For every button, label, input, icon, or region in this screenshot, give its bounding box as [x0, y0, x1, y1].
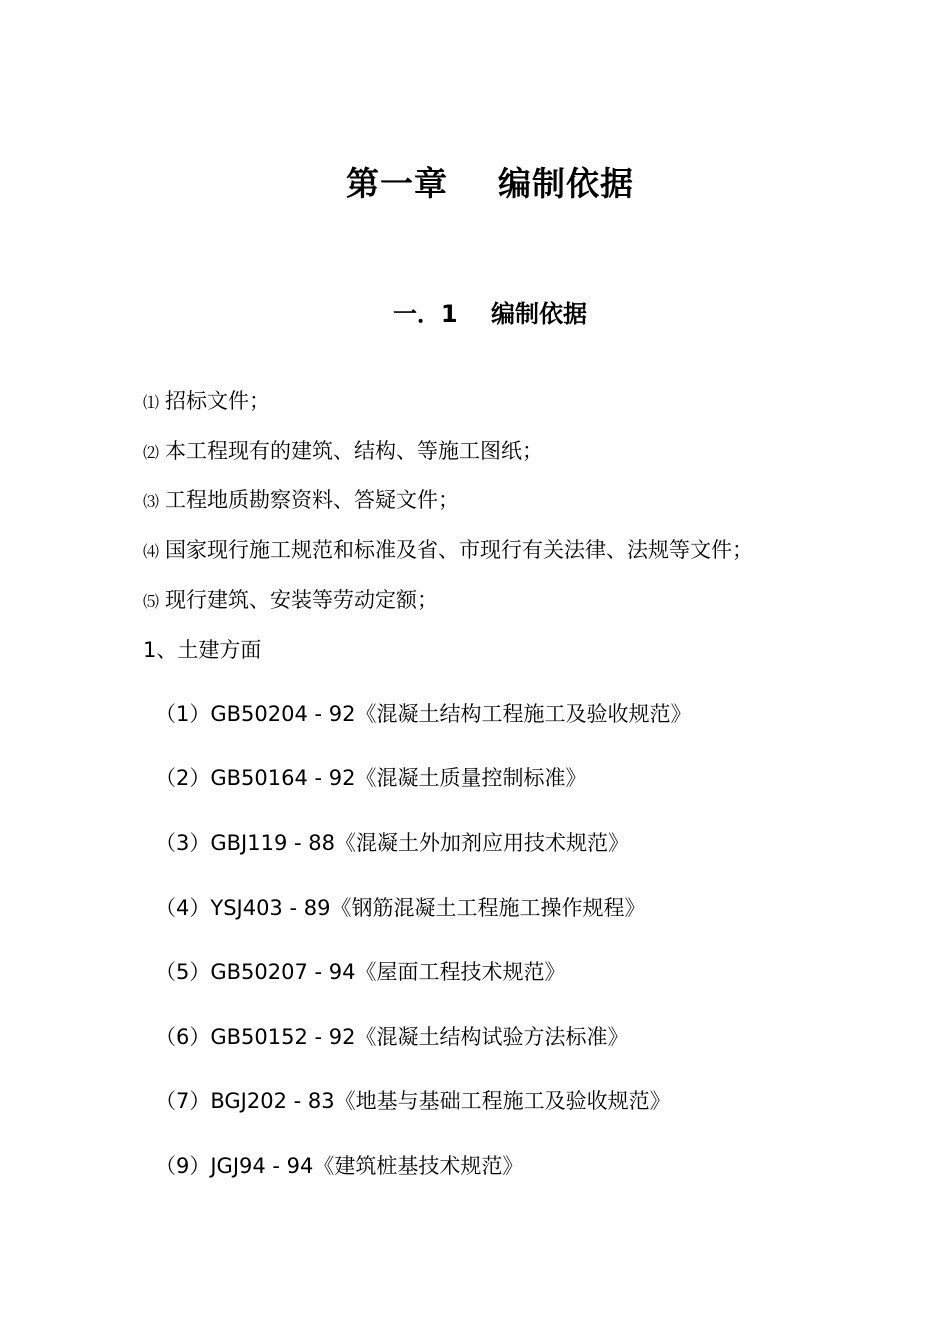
- basis-item-text: 本工程现有的建筑、结构、等施工图纸；: [165, 439, 544, 463]
- basis-item-number: ⑴: [143, 393, 160, 412]
- reference-item: （7）BGJ202 - 83《地基与基础工程施工及验收规范》: [155, 1089, 671, 1113]
- chapter-title: 第一章 编制依据: [346, 164, 634, 203]
- basis-item-text: 现行建筑、安装等劳动定额；: [165, 588, 439, 612]
- basis-item-number: ⑶: [143, 492, 160, 511]
- reference-item: （1）GB50204 - 92《混凝土结构工程施工及验收规范》: [155, 702, 692, 726]
- basis-item-text: 国家现行施工规范和标准及省、市现行有关法律、法规等文件；: [165, 538, 754, 562]
- basis-item: [143, 391, 270, 412]
- basis-item: [143, 441, 543, 462]
- reference-item: （9）JGJ94 - 94《建筑桩基技术规范》: [155, 1154, 524, 1178]
- basis-item: [143, 590, 438, 611]
- reference-item: （5）GB50207 - 94《屋面工程技术规范》: [155, 960, 566, 984]
- basis-item: [143, 490, 459, 511]
- basis-item-number: ⑵: [143, 443, 160, 462]
- basis-item-number: ⑷: [143, 542, 160, 561]
- reference-item: （4）YSJ403 - 89《钢筋混凝土工程施工操作规程》: [155, 896, 646, 920]
- basis-item: [143, 540, 753, 561]
- section-title: 一．1 编制依据: [392, 300, 588, 328]
- reference-item: （2）GB50164 - 92《混凝土质量控制标准》: [155, 766, 587, 790]
- reference-item: （6）GB50152 - 92《混凝土结构试验方法标准》: [155, 1025, 629, 1049]
- basis-item-number: ⑸: [143, 592, 160, 611]
- reference-item: （3）GBJ119 - 88《混凝土外加剂应用技术规范》: [155, 831, 629, 855]
- basis-item-text: 招标文件；: [165, 389, 271, 413]
- civil-heading: 1、土建方面: [143, 638, 262, 662]
- basis-item-text: 工程地质勘察资料、答疑文件；: [165, 488, 460, 512]
